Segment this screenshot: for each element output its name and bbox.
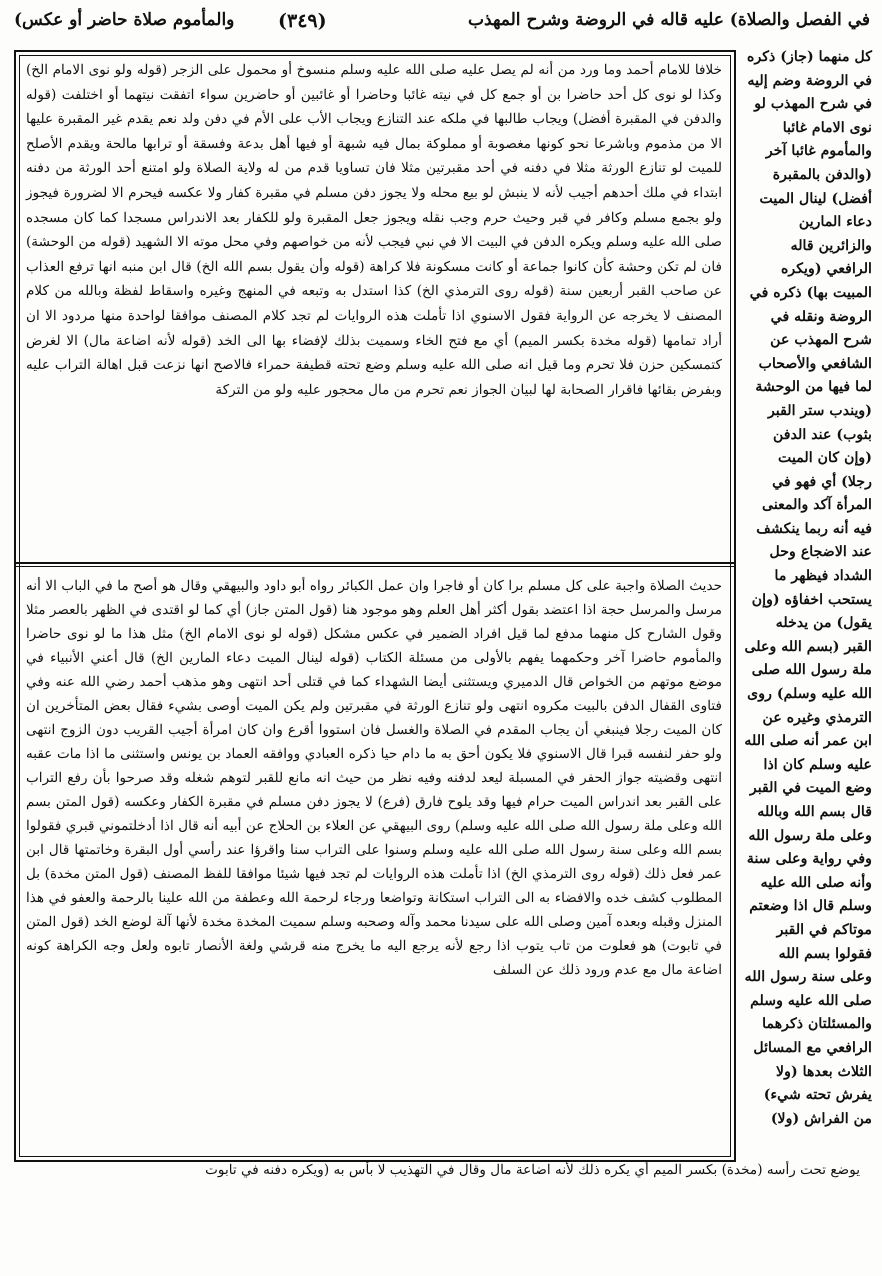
section-divider-inner xyxy=(14,566,736,567)
page-number: (٣٤٩) xyxy=(278,10,327,32)
commentary-top-text: خلافا للامام أحمد وما ورد من أنه لم يصل عليه صلى الله عليه وسلم منسوخ أو محمول على الزجر (قوله ولو نوى الامام الخ) وكذا لو نوى كل أحد حاضرا بن أو جمع كل في نيته غائبا وحاضرا أو غائبين أو حاضرين سواء اتفقت نيتهما أو اختلفت (قوله والدفن في المقبرة أفضل) ويجاب طالبها في ملكه عند التنازع ويجاب الأب على الأم في دفن ولد نعم يقدم غير المقبرة عليها الا من مذموم وباشرعا نحو كونها مغصوبة أو مملوكة بمال فيه شبهة أو فيها أهل بدعة وفسقة أو ترابها مالحة ويقدم الأصلح للميت لو تنازع الورثة مثلا في دفنه في أحد مقبرتين مثلا فان تساويا قدم من له ولاية الصلاة ولو امتنع أحد الورثة من دفنه ابتداء في ملك أحدهم أجيب لأنه لا ينبش لو بيع محله ولا يجوز دفن مسلم في مقبرة كفار ولا عكسه فيحرم الا لضرورة فيجوز ولو بجمع مسلم وكافر في قبر وحيث حرم وجب نقله ويجوز جعل المقبرة ولو للكفار بعد الاندراس مسجدا كما كان مسجده صلى الله عليه وسلم ويكره الدفن في البيت الا في نبي فيجب لأنه من خواصهم وفي محل موته الا الشهيد (قوله من الوحشة) فان لم تكن وحشة كأن كانوا جماعة أو كانت مسكونة فلا كراهة (قوله وأن يقول بسم الله الخ) قال ابن منبه انها ترفع العذاب عن صاحب القبر أربعين سنة (قوله روى الترمذي الخ) كذا استدل به وتبعه في المنهج وغيره واسقاط لفظة وبالله من كلام المصنف لا يخرجه عن الرواية فقول الاسنوي اذا تأملت هذه الروايات لم تجد كلام المصنف موافقا لواحدة منها مردود الا ان أراد تمامها (قوله مخدة بكسر الميم) أي مع فتح الخاء وسميت بذلك لإفضاء بها الى الخد (قوله لأنه اضاعة مال) الا لغرض كتمسكين حزن فلا تحرم وما قيل انه صلى الله عليه وسلم وضع تحته قطيفة حمراء فالاصح انها نزعت قبل اهالة التراب عليه وبفرض بقائها فاقرار الصحابة لها لبيان الجواز نعم تحرم من مال محجور عليه ولو من التركة xyxy=(26,62,722,398)
header-right-text: في الفصل والصلاة) عليه قاله في الروضة وشرح المهذب xyxy=(468,10,870,30)
commentary-bottom xyxy=(26,574,722,982)
page-footer xyxy=(40,1162,860,1178)
section-divider xyxy=(14,562,736,564)
header-left-text: والمأموم صلاة حاضر أو عكس) xyxy=(14,10,235,30)
commentary-bottom-text: حديث الصلاة واجبة على كل مسلم برا كان أو فاجرا وان عمل الكبائر رواه أبو داود والبيهقي وقال هو أصح ما في الباب الا أنه مرسل والمرسل حجة اذا اعتضد بقول أكثر أهل العلم وهو موجود هنا (قول المتن جاز) أي كما لو اقتدى في الظهر بالعصر مثلا وقول الشارح كل منهما مدفع لما قيل افراد الضمير في عكس مشكل (قوله لو نوى الامام الخ) مثل هذا ما لو نوى حاضرا والمأموم حاضرا آخر وحكمهما يفهم بالأولى من مسئلة الكتاب (قوله لينال الميت دعاء المارين الخ) قال أعني الأنبياء في موضع موتهم من الخواص قال الدميري ويستثنى أيضا الشهداء كما في قتلى أحد انتهى وهو مذهب أحمد رضي الله عنه وفي فتاوى القفال الدفن بالبيت مكروه انتهى ولو تنازع الورثة في مقبرتين ولم يكن الميت أوصى بشيء فقال بعض المتأخرين ان كان الميت رجلا فينبغي أن يجاب المقدم في الصلاة والغسل فان استووا أقرع وان كان امرأة أجيب القريب دون الزوج انتهى ولو حفر لنفسه قبرا قال الاسنوي فلا يكون أحق به ما دام حيا ذكره العبادي ووافقه العماد بن يونس واستثنى ما اذا مات عقبه انتهى وقضيته جواز الحفر في المسبلة ليعد لدفنه وفيه نظر من حيث انه مانع للقبر لتوهم شغله وقد صرحوا بأن رفع التراب على القبر بعد اندراس الميت حرام فيها وقد يلوح فارق (فرع) لا يجوز دفن مسلم في مقبرة الكفار وعكسه (قول المتن بسم الله وعلى ملة رسول الله صلى الله عليه وسلم) روى البيهقي عن العلاء بن الحلاج عن أبيه أنه قال اذا أدخلتموني قبري فقولوا بسم الله وعلى سنة رسول الله صلى الله عليه وسلم وسنوا على التراب سنا واقرؤا عند رأسي أول البقرة وخاتمتها قال ابن عمر فعل ذلك (قوله روى الترمذي الخ) اذا تأملت هذه الروايات لم تجد فيها شيئا موافقا للفظ المصنف (قول المتن مخدة) بل المطلوب كشف خده والافضاء به الى التراب استكانة وتواضعا ورجاء لرحمة الله وعطفة من الله علينا بالرحمة والعفو في هذا المنزل وقبله وبعده آمين وصلى الله على سيدنا محمد وآله وصحبه وسلم سميت المخدة مخدة لأنها آلة لوضع الخد (قول المتن في تابوت) هو فعلوت من تاب يتوب اذا رجع لأنه يرجع اليه ما يخرج منه قرشي ولغة الأنصار تابوه ولعل وجه الكراهة كونه اضاعة مال مع عدم ورود ذلك عن السلف xyxy=(26,578,722,978)
main-text: كل منهما (جاز) ذكره في الروضة وضم إليه في شرح المهذب لو نوى الامام غائبا والمأموم غائبا آخر (والدفن بالمقبرة أفضل) لينال الميت دعاء المارين والزائرين قاله الرافعي (ويكره المبيت بها) ذكره في الروضة ونقله في شرح المهذب عن الشافعي والأصحاب لما فيها من الوحشة (ويندب ستر القبر بثوب) عند الدفن (وإن كان الميت رجلا) أي فهو في المرأة آكد والمعنى فيه أنه ربما ينكشف عند الاضجاع وحل الشداد فيظهر ما يستحب اخفاؤه (وإن يقول) من يدخله القبر (بسم الله وعلى ملة رسول الله صلى الله عليه وسلم) روى الترمذي وغيره عن ابن عمر أنه صلى الله عليه وسلم كان اذا وضع الميت في القبر قال بسم الله وبالله وعلى ملة رسول الله وفي رواية وعلى سنة وأنه صلى الله عليه وسلم قال اذا وضعتم موتاكم في القبر فقولوا بسم الله وعلى سنة رسول الله صلى الله عليه وسلم والمسئلتان ذكرهما الرافعي مع المسائل الثلاث بعدها (ولا يفرش تحته شيء) من الفراش (ولا) xyxy=(744,49,872,1127)
main-text-column xyxy=(744,46,872,1131)
footer-text: يوضع تحت رأسه (مخدة) بكسر الميم أي يكره ذلك لأنه اضاعة مال وقال في التهذيب لا بأس به (ويكره دفنه في تابوت xyxy=(205,1162,860,1178)
commentary-top xyxy=(26,58,722,402)
page-header xyxy=(10,6,876,44)
